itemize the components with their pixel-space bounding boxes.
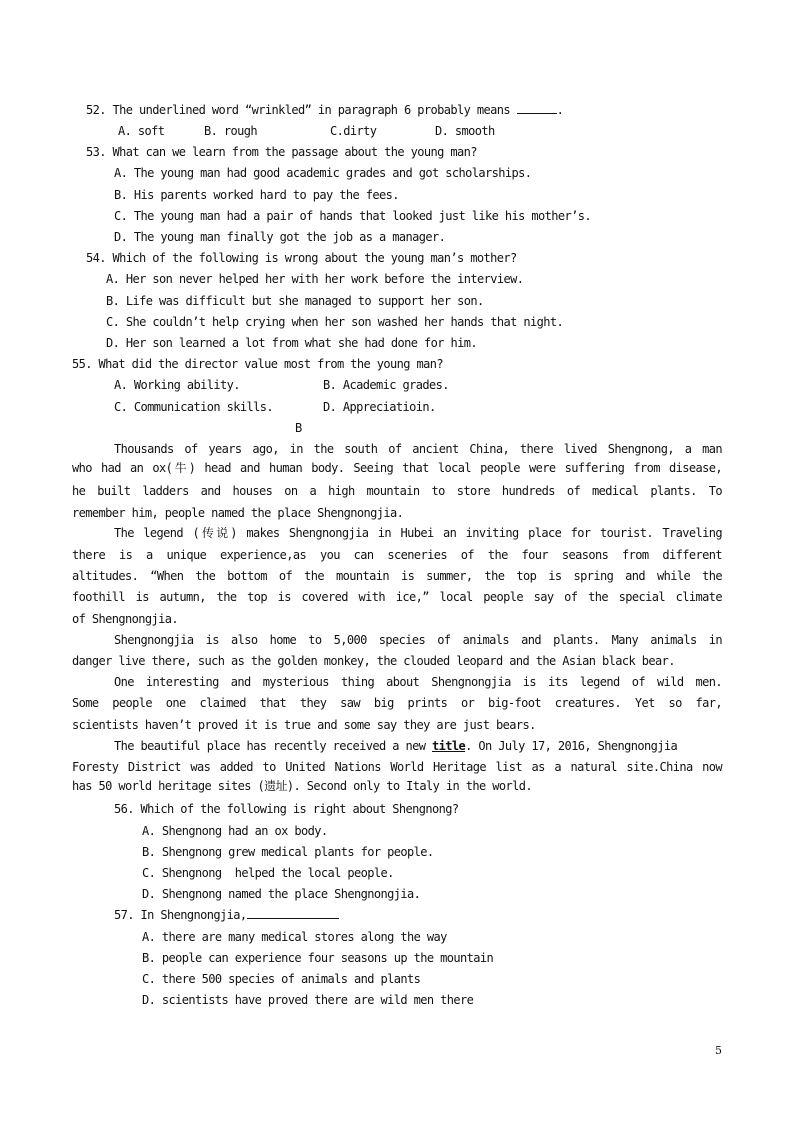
q53-stem: 53. What can we learn from the passage about the young man?	[86, 145, 477, 159]
q57-option-b: B. people can experience four seasons up the mountain	[142, 951, 494, 965]
q55-option-d: D. Appreciatioin.	[323, 400, 436, 414]
p4-line-1: One interesting and mysterious thing about Shengnongjia is its legend of wild men.	[114, 675, 722, 689]
q53-option-b: B. His parents worked hard to pay the fees.	[114, 188, 399, 202]
q54-stem: 54. Which of the following is wrong about the young man’s mother?	[86, 251, 517, 265]
p3-line-1: Shengnongjia is also home to 5,000 species of animals and plants. Many animals in	[114, 633, 722, 647]
p4-line-2: Some people one claimed that they saw big prints or big-foot creatures. Yet so far,	[72, 696, 722, 710]
q57-option-c: C. there 500 species of animals and plants	[142, 972, 421, 986]
q55-option-a: A. Working ability.	[114, 378, 240, 392]
p2-line-1: The legend (传说) makes Shengnongjia in Hubei an inviting place for tourist. Traveling	[114, 526, 722, 540]
q55-option-b: B. Academic grades.	[323, 378, 449, 392]
page-number: 5	[715, 1044, 722, 1057]
answer-blank	[247, 908, 339, 919]
q53-option-d: D. The young man finally got the job as a manager.	[114, 230, 446, 244]
p2-line-3: altitudes. “When the bottom of the mountain is summer, the top is spring and while the	[72, 569, 722, 583]
p3-line-2: danger live there, such as the golden monkey, the clouded leopard and the Asian black bear.	[72, 654, 675, 668]
p5-line-3: has 50 world heritage sites (遗址). Second only to Italy in the world.	[72, 779, 533, 793]
q56-option-b: B. Shengnong grew medical plants for people.	[142, 845, 434, 859]
p5-line-2: Foresty District was added to United Nations World Heritage list as a natural site.China now	[72, 760, 722, 774]
section-heading: B	[295, 421, 302, 435]
q54-option-c: C. She couldn’t help crying when her son washed her hands that night.	[106, 315, 564, 329]
q56-option-d: D. Shengnong named the place Shengnongjia.	[142, 887, 421, 901]
q52-option-b: B. rough	[204, 124, 257, 138]
q57-stem: 57. In Shengnongjia,	[114, 908, 339, 922]
p1-line-3: he built ladders and houses on a high mountain to store hundreds of medical plants. To	[72, 484, 722, 498]
p2-line-4: foothill is autumn, the top is covered with ice,” local people say of the special climate	[72, 590, 722, 604]
q54-option-b: B. Life was difficult but she managed to support her son.	[106, 294, 484, 308]
q54-option-a: A. Her son never helped her with her work before the interview.	[106, 272, 524, 286]
p2-line-5: of Shengnongjia.	[72, 612, 178, 626]
q57-option-a: A. there are many medical stores along the way	[142, 930, 447, 944]
q57-option-d: D. scientists have proved there are wild men there	[142, 993, 474, 1007]
underlined-word: title	[431, 739, 466, 753]
p5-line-1: The beautiful place has recently received a new title. On July 17, 2016, Shengnongjia	[114, 739, 678, 753]
q52-option-c: C.dirty	[330, 124, 377, 138]
q56-option-a: A. Shengnong had an ox body.	[142, 824, 328, 838]
p1-line-2: who had an ox(牛) head and human body. Seeing that local people were suffering from disease,	[72, 461, 722, 475]
q52-stem: 52. The underlined word “wrinkled” in paragraph 6 probably means .	[86, 103, 564, 117]
q53-option-c: C. The young man had a pair of hands that looked just like his mother’s.	[114, 209, 591, 223]
answer-blank	[517, 103, 557, 114]
p2-line-2: there is a unique experience,as you can sceneries of the four seasons from different	[72, 548, 722, 562]
q53-option-a: A. The young man had good academic grades and got scholarships.	[114, 166, 532, 180]
q54-option-d: D. Her son learned a lot from what she had done for him.	[106, 336, 477, 350]
q55-stem: 55. What did the director value most from the young man?	[72, 357, 443, 371]
p1-line-4: remember him, people named the place Shengnongjia.	[72, 506, 404, 520]
q52-option-a: A. soft	[118, 124, 165, 138]
q52-option-d: D. smooth	[435, 124, 495, 138]
p1-line-1: Thousands of years ago, in the south of ancient China, there lived Shengnong, a man	[114, 442, 722, 456]
q56-stem: 56. Which of the following is right about Shengnong?	[114, 802, 459, 816]
q55-option-c: C. Communication skills.	[114, 400, 273, 414]
p4-line-3: scientists haven’t proved it is true and some say they are just bears.	[72, 718, 536, 732]
q56-option-c: C. Shengnong helped the local people.	[142, 866, 394, 880]
